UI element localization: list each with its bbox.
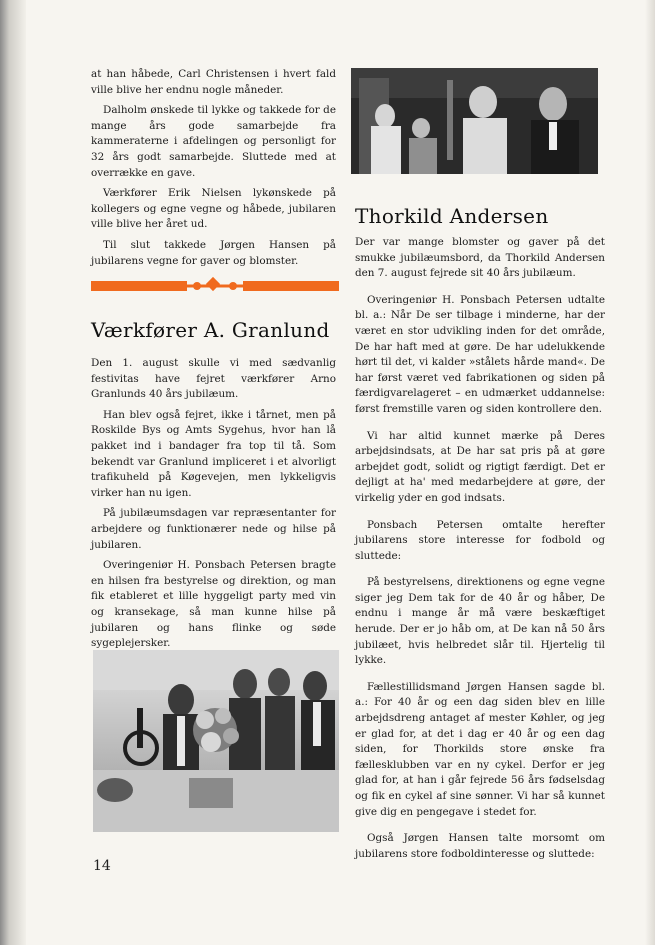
- paragraph: Værkfører Erik Nielsen lykønskede på kollegers og egne vegne og håbede, jubilaren ville blive her året ud.: [91, 187, 336, 231]
- paragraph: Ponsbach Petersen omtalte herefter jubilarens store interesse for fodbold og sluttede:: [355, 518, 605, 562]
- ornament-divider: [91, 276, 339, 296]
- article-heading-andersen: Thorkild Andersen: [355, 204, 549, 228]
- paragraph: Han blev også fejret, ikke i tårnet, men på Roskilde Bys og Amts Sygehus, hvor han lå pakket ind i bandager fra top til tå. Som bekendt var Granlund impliceret i et alvorligt trafikuheld på Køgevejen, men lykkeligvis virker han nu igen.: [91, 408, 336, 499]
- paragraph: Overingeniør H. Ponsbach Petersen udtalte bl. a.: Når De ser tilbage i minderne, har der været en stor udvikling inden for det område, De har haft med at gøre. De har udelukkende hørt til det, vi kalder »stålets hårde mand«. De har først været ved fabrikationen og siden på færdigvarelageret – en udmærket uddannelse: først fremstille varen og siden kontrollere den.: [355, 293, 605, 415]
- photo-granlund-celebration: [93, 650, 339, 832]
- andersen-article-text: [355, 235, 605, 867]
- paragraph: at han håbede, Carl Christensen i hvert fald ville blive her endnu nogle måneder.: [91, 68, 336, 96]
- divider-diamond: [206, 277, 220, 291]
- paragraph: Også Jørgen Hansen talte morsomt om jubilarens store fodboldinteresse og sluttede:: [355, 832, 605, 860]
- article-heading-granlund: Værkfører A. Granlund: [91, 318, 330, 342]
- binding-shadow: [0, 0, 26, 945]
- paragraph: Den 1. august skulle vi med sædvanlig festivitas have fejret værkfører Arno Granlunds 40 års jubilæum.: [91, 357, 336, 401]
- granlund-article-text: [91, 356, 336, 657]
- paragraph: På jubilæumsdagen var repræsentanter for arbejdere og funktionærer nede og hilse på jubilaren.: [91, 507, 336, 551]
- paragraph: Vi har altid kunnet mærke på Deres arbejdsindsats, at De har sat pris på at gøre arbejdet godt, solidt og rigtigt færdigt. Det er dejligt at ha' med medarbejdere at gøre, der virkelig yder en god indsats.: [355, 429, 605, 504]
- divider-dot: [229, 282, 237, 290]
- paragraph: Til slut takkede Jørgen Hansen på jubilarens vegne for gaver og blomster.: [91, 238, 336, 267]
- photo-andersen-celebration: [351, 68, 598, 174]
- page-edge: [645, 0, 655, 945]
- divider-dot: [193, 282, 201, 290]
- paragraph: Der var mange blomster og gaver på det smukke jubilæumsbord, da Thorkild Andersen den 7. august fejrede sit 40 års jubilæum.: [355, 236, 605, 280]
- paragraph: Dalholm ønskede til lykke og takkede for de mange års gode samarbejde fra kammeraterne i afdelingen og personligt for 32 års godt samarbejde. Sluttede med at overrække en gave.: [91, 104, 336, 179]
- left-intro-text: [91, 67, 336, 274]
- paragraph: Overingeniør H. Ponsbach Petersen bragte en hilsen fra bestyrelse og direktion, og man fik etableret et lille hyggeligt party med vin og kransekage, så man kunne hilse på jubilaren og hans flinke og søde sygeplejersker.: [91, 559, 336, 650]
- divider-bar-right: [243, 281, 339, 291]
- paragraph: På bestyrelsens, direktionens og egne vegne siger jeg Dem tak for de 40 år og håber, De endnu i mange år må være beskæftiget herude. Der er jo håb om, at De kan nå 50 års jubilæet, hvis helbredet slår til. Hjertelig til lykke.: [355, 576, 605, 667]
- paragraph: Fællestillidsmand Jørgen Hansen sagde bl. a.: For 40 år og een dag siden blev en lille arbejdsdreng antaget af mester Køhler, og jeg er glad for, at det i dag er 40 år og een dag siden, for Thorkilds store ønske fra fællesklubben var en ny cykel. Derfor er jeg glad for, at han i går fejrede 56 års fødselsdag og fik en cykel af sine sønner. Vi har så kunnet give dig en pengegave i stedet for.: [355, 680, 605, 818]
- page-number: 14: [93, 858, 111, 874]
- divider-bar-left: [91, 281, 187, 291]
